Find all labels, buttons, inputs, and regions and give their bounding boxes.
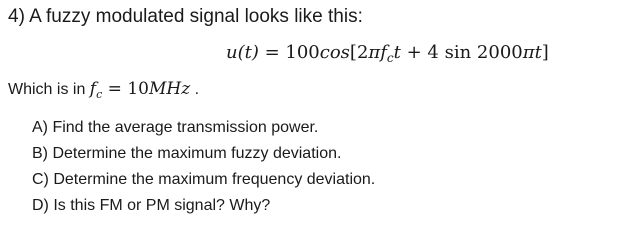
carrier-value: 10	[127, 79, 149, 99]
carrier-prefix: Which is in	[8, 81, 90, 98]
equation-open-bracket: [2	[349, 42, 369, 63]
modulated-signal-equation	[226, 42, 549, 65]
carrier-f: f	[89, 79, 97, 99]
carrier-unit: MHz	[148, 79, 191, 99]
equation-time: t	[393, 42, 401, 63]
equation-sin: sin	[444, 42, 472, 63]
question-part-b: B) Determine the maximum fuzzy deviation.	[32, 145, 342, 162]
carrier-suffix: .	[190, 81, 200, 98]
equation-frequency: 2000	[471, 42, 523, 63]
equation-carrier-f: f	[380, 42, 387, 63]
equation-pi-2: π	[522, 42, 535, 63]
equation-plus-four: + 4	[400, 42, 445, 63]
question-title: 4) A fuzzy modulated signal looks like this:	[8, 6, 363, 27]
equation-pi: π	[368, 42, 381, 63]
carrier-subscript: c	[96, 88, 103, 101]
question-part-c: C) Determine the maximum frequency deviation.	[32, 171, 376, 188]
equation-time-2: t	[534, 42, 542, 63]
equation-equals: =	[258, 42, 286, 63]
carrier-frequency-line	[8, 79, 199, 101]
equation-amplitude: 100	[285, 42, 320, 63]
equation-carrier-subscript: c	[386, 51, 394, 65]
equation-close-bracket: ]	[541, 42, 549, 63]
carrier-equals: =	[102, 79, 128, 99]
equation-lhs: u(t)	[226, 42, 259, 63]
question-part-d: D) Is this FM or PM signal? Why?	[32, 197, 271, 214]
question-part-a: A) Find the average transmission power.	[32, 119, 319, 136]
equation-cos: cos	[319, 42, 350, 63]
question-parts-list	[32, 117, 375, 221]
